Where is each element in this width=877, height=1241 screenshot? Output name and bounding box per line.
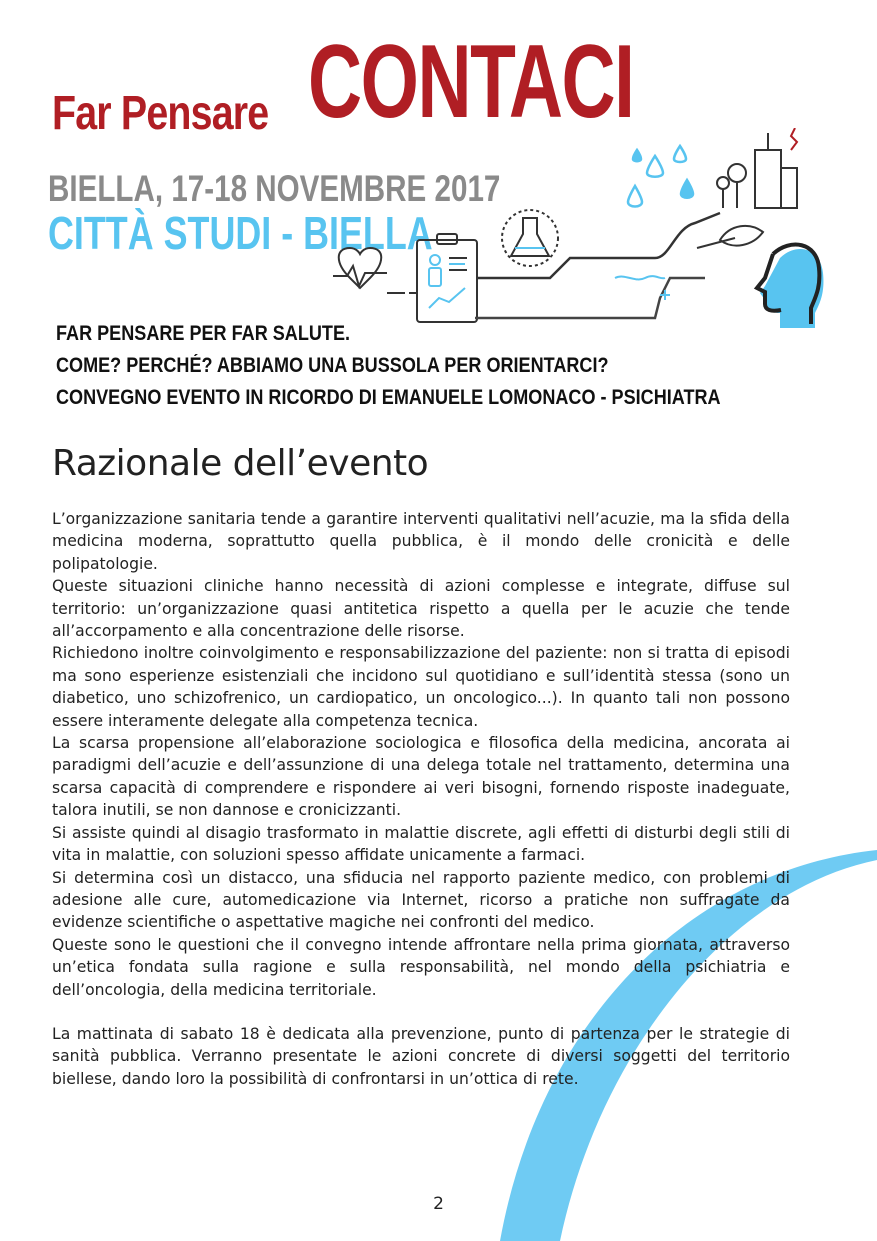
- city-icon: [717, 128, 797, 208]
- title-small: Far Pensare: [52, 87, 269, 140]
- subtitle-line: FAR PENSARE PER FAR SALUTE.: [56, 322, 351, 345]
- paragraph: Queste sono le questioni che il convegno intende affrontare nella prima giornata, attraverso un’etica fondata sulla ragione e sulla responsabilità, nel mondo della psichiatria e dell’oncologia, della medicina territoriale.: [52, 935, 790, 999]
- paragraph: L’organizzazione sanitaria tende a garantire interventi qualitativi nell’acuzie, ma la sfida della medicina moderna, soprattutto quella pubblica, è il mondo delle cronicità e delle polipatologie.: [52, 510, 790, 573]
- paragraph: La scarsa propensione all’elaborazione sociologica e filosofica della medicina, ancorata ai paradigmi dell’acuzie e dell’assunzione di una delega totale nel trattamento, determina una scarsa capacità di comprendere e rispondere ai veri bisogni, fornendo risposte inadeguate, talora inutili, se non dannose e cronicizzanti.: [52, 734, 790, 820]
- title-big: CONTACI: [308, 24, 634, 140]
- event-venue: CITTÀ STUDI - BIELLA: [48, 207, 433, 259]
- header-illustration: [325, 128, 825, 328]
- subtitle-line: CONVEGNO EVENTO IN RICORDO DI EMANUELE LOMONACO - PSICHIATRA: [56, 386, 721, 409]
- paragraph: Richiedono inoltre coinvolgimento e responsabilizzazione del paziente: non si tratta di episodi ma sono esperienze esistenziali che incidono sul quotidiano e sull’identità stessa (sono un diabetico, uno schizofrenico, un cardiopatico, un oncologico...). In quanto tali non possono essere interamente delegate alla competenza tecnica.: [52, 644, 790, 730]
- flask-icon: [502, 210, 558, 266]
- clipboard-icon: [417, 234, 477, 322]
- leaf-icon: [615, 226, 763, 300]
- water-drops-icon: [628, 146, 693, 207]
- paragraph: La mattinata di sabato 18 è dedicata alla prevenzione, punto di partenza per le strategie di sanità pubblica. Verranno presentate le azioni concrete di diversi soggetti del territorio biellese, dando loro la possibilità di confrontarsi in un’ottica di rete.: [52, 1024, 790, 1088]
- subtitle-line: COME? PERCHÉ? ABBIAMO UNA BUSSOLA PER ORIENTARCI?: [56, 354, 609, 377]
- event-date: BIELLA, 17-18 NOVEMBRE 2017: [48, 168, 501, 209]
- body-text: [52, 508, 790, 1090]
- paragraph: Queste situazioni cliniche hanno necessità di azioni complesse e integrate, diffuse sul territorio: un’organizzazione quasi antitetica rispetto a quella per le acuzie che tende all’accorpamento e alla concentrazione delle risorse.: [52, 577, 790, 641]
- subtitle-block: [56, 318, 829, 414]
- heartbeat-icon: [333, 248, 417, 293]
- section-title: Razionale dell’evento: [52, 443, 429, 484]
- paragraph: Si assiste quindi al disagio trasformato in malattie discrete, agli effetti di disturbi degli stili di vita in malattie, con soluzioni spesso affidate unicamente a farmaci.: [52, 823, 790, 865]
- head-profile-icon: [757, 245, 823, 328]
- page-number: 2: [433, 1194, 444, 1214]
- paragraph: Si determina così un distacco, una sfiducia nel rapporto paziente medico, con problemi di adesione alle cure, automedicazione via Internet, ricorso a pratiche non suffragate da evidenze scientifiche o aspettative magiche nei confronti del medico.: [52, 868, 790, 932]
